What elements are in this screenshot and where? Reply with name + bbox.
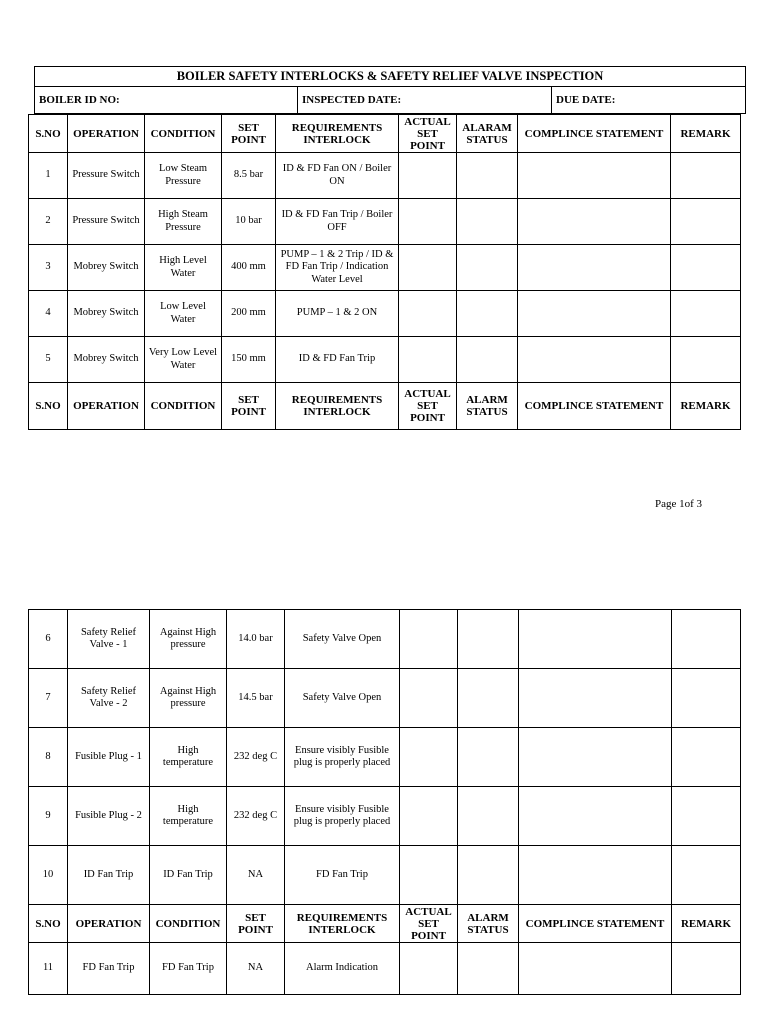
compliance-statement-cell <box>518 153 671 199</box>
header-actual: ACTUAL SET POINT <box>400 905 458 943</box>
operation-cell: Pressure Switch <box>68 199 145 245</box>
remark-cell <box>672 943 741 995</box>
requirement-cell: Alarm Indication <box>285 943 400 995</box>
condition-cell: High temperature <box>150 728 227 787</box>
table-row <box>29 610 741 669</box>
condition-cell: High temperature <box>150 787 227 846</box>
actual-set-point-cell <box>399 337 457 383</box>
sno-cell: 3 <box>29 245 68 291</box>
sno-cell: 11 <box>29 943 68 995</box>
header-set-point: SET POINT <box>222 383 276 430</box>
remark-cell <box>671 153 741 199</box>
condition-cell: ID Fan Trip <box>150 846 227 905</box>
actual-set-point-cell <box>400 728 458 787</box>
header-row <box>29 115 741 153</box>
alarm-status-cell <box>457 199 518 245</box>
header-operation: OPERATION <box>68 383 145 430</box>
requirement-cell: Ensure visibly Fusible plug is properly placed <box>285 787 400 846</box>
table-row <box>29 337 741 383</box>
table-row <box>29 199 741 245</box>
alarm-status-cell <box>457 337 518 383</box>
header-compliance: COMPLINCE STATEMENT <box>518 383 671 430</box>
remark-cell <box>672 787 741 846</box>
set-point-cell: 232 deg C <box>227 728 285 787</box>
header-actual: ACTUAL SET POINT <box>399 115 457 153</box>
header-operation: OPERATION <box>68 115 145 153</box>
header-remark: REMARK <box>671 383 741 430</box>
condition-cell: FD Fan Trip <box>150 943 227 995</box>
actual-set-point-cell <box>400 669 458 728</box>
inspection-table-page-2 <box>28 609 741 995</box>
requirement-cell: Safety Valve Open <box>285 610 400 669</box>
compliance-statement-cell <box>518 199 671 245</box>
alarm-status-cell <box>458 846 519 905</box>
requirement-cell: FD Fan Trip <box>285 846 400 905</box>
header-alarm-status: ALARM STATUS <box>457 383 518 430</box>
remark-cell <box>671 199 741 245</box>
condition-cell: Very Low Level Water <box>145 337 222 383</box>
actual-set-point-cell <box>400 846 458 905</box>
alarm-status-cell <box>457 291 518 337</box>
requirement-cell: Safety Valve Open <box>285 669 400 728</box>
header-compliance: COMPLINCE STATEMENT <box>519 905 672 943</box>
alarm-status-cell <box>457 153 518 199</box>
requirement-cell: ID & FD Fan ON / Boiler ON <box>276 153 399 199</box>
set-point-cell: 14.0 bar <box>227 610 285 669</box>
operation-cell: Safety Relief Valve - 2 <box>68 669 150 728</box>
set-point-cell: 200 mm <box>222 291 276 337</box>
header-sno: S.NO <box>29 383 68 430</box>
operation-cell: Mobrey Switch <box>68 245 145 291</box>
boiler-id-label: BOILER ID NO: <box>35 87 298 114</box>
header-condition: CONDITION <box>145 383 222 430</box>
compliance-statement-cell <box>518 245 671 291</box>
header-sno: S.NO <box>29 905 68 943</box>
header-requirements: REQUIREMENTS INTERLOCK <box>276 383 399 430</box>
set-point-cell: 150 mm <box>222 337 276 383</box>
header-condition: CONDITION <box>150 905 227 943</box>
document-title: BOILER SAFETY INTERLOCKS & SAFETY RELIEF VALVE INSPECTION <box>35 67 746 87</box>
remark-cell <box>672 846 741 905</box>
remark-cell <box>671 291 741 337</box>
actual-set-point-cell <box>399 245 457 291</box>
actual-set-point-cell <box>399 199 457 245</box>
sno-cell: 9 <box>29 787 68 846</box>
operation-cell: Fusible Plug - 2 <box>68 787 150 846</box>
table-row <box>29 787 741 846</box>
requirement-cell: PUMP – 1 & 2 ON <box>276 291 399 337</box>
title-table <box>34 66 746 114</box>
set-point-cell: NA <box>227 943 285 995</box>
alarm-status-cell <box>458 610 519 669</box>
condition-cell: Low Level Water <box>145 291 222 337</box>
inspected-date-label: INSPECTED DATE: <box>298 87 552 114</box>
operation-cell: Pressure Switch <box>68 153 145 199</box>
actual-set-point-cell <box>399 291 457 337</box>
sno-cell: 6 <box>29 610 68 669</box>
sno-cell: 4 <box>29 291 68 337</box>
due-date-label: DUE DATE: <box>552 87 746 114</box>
header-condition: CONDITION <box>145 115 222 153</box>
compliance-statement-cell <box>519 846 672 905</box>
actual-set-point-cell <box>400 610 458 669</box>
header-remark: REMARK <box>672 905 741 943</box>
compliance-statement-cell <box>519 787 672 846</box>
page-number: Page 1of 3 <box>655 498 703 510</box>
alarm-status-cell <box>458 943 519 995</box>
set-point-cell: 10 bar <box>222 199 276 245</box>
header-requirements: REQUIREMENTS INTERLOCK <box>276 115 399 153</box>
header-set-point: SET POINT <box>222 115 276 153</box>
header-requirements: REQUIREMENTS INTERLOCK <box>285 905 400 943</box>
set-point-cell: NA <box>227 846 285 905</box>
sno-cell: 10 <box>29 846 68 905</box>
sno-cell: 7 <box>29 669 68 728</box>
requirement-cell: ID & FD Fan Trip / Boiler OFF <box>276 199 399 245</box>
table-row <box>29 153 741 199</box>
sno-cell: 1 <box>29 153 68 199</box>
condition-cell: Against High pressure <box>150 669 227 728</box>
set-point-cell: 400 mm <box>222 245 276 291</box>
header-alarm-status: ALARM STATUS <box>458 905 519 943</box>
compliance-statement-cell <box>518 337 671 383</box>
table-row <box>29 846 741 905</box>
table-row <box>29 728 741 787</box>
header-alarm-status: ALARAM STATUS <box>457 115 518 153</box>
set-point-cell: 8.5 bar <box>222 153 276 199</box>
remark-cell <box>672 728 741 787</box>
requirement-cell: PUMP – 1 & 2 Trip / ID & FD Fan Trip / Indication Water Level <box>276 245 399 291</box>
sno-cell: 5 <box>29 337 68 383</box>
operation-cell: Fusible Plug - 1 <box>68 728 150 787</box>
header-actual: ACTUAL SET POINT <box>399 383 457 430</box>
actual-set-point-cell <box>399 153 457 199</box>
operation-cell: ID Fan Trip <box>68 846 150 905</box>
compliance-statement-cell <box>519 728 672 787</box>
table-row <box>29 943 741 995</box>
remark-cell <box>671 337 741 383</box>
header-set-point: SET POINT <box>227 905 285 943</box>
header-remark: REMARK <box>671 115 741 153</box>
header-row-repeat <box>29 383 741 430</box>
compliance-statement-cell <box>519 669 672 728</box>
condition-cell: High Level Water <box>145 245 222 291</box>
header-sno: S.NO <box>29 115 68 153</box>
alarm-status-cell <box>458 669 519 728</box>
header-operation: OPERATION <box>68 905 150 943</box>
header-compliance: COMPLINCE STATEMENT <box>518 115 671 153</box>
requirement-cell: Ensure visibly Fusible plug is properly placed <box>285 728 400 787</box>
actual-set-point-cell <box>400 787 458 846</box>
operation-cell: Mobrey Switch <box>68 291 145 337</box>
operation-cell: Safety Relief Valve - 1 <box>68 610 150 669</box>
remark-cell <box>672 610 741 669</box>
condition-cell: High Steam Pressure <box>145 199 222 245</box>
alarm-status-cell <box>458 728 519 787</box>
sno-cell: 2 <box>29 199 68 245</box>
sno-cell: 8 <box>29 728 68 787</box>
remark-cell <box>672 669 741 728</box>
condition-cell: Against High pressure <box>150 610 227 669</box>
actual-set-point-cell <box>400 943 458 995</box>
condition-cell: Low Steam Pressure <box>145 153 222 199</box>
remark-cell <box>671 245 741 291</box>
compliance-statement-cell <box>519 610 672 669</box>
compliance-statement-cell <box>519 943 672 995</box>
table-row <box>29 245 741 291</box>
alarm-status-cell <box>457 245 518 291</box>
table-row <box>29 669 741 728</box>
requirement-cell: ID & FD Fan Trip <box>276 337 399 383</box>
inspection-table-page-1 <box>28 114 741 430</box>
set-point-cell: 14.5 bar <box>227 669 285 728</box>
compliance-statement-cell <box>518 291 671 337</box>
alarm-status-cell <box>458 787 519 846</box>
operation-cell: FD Fan Trip <box>68 943 150 995</box>
table-row <box>29 291 741 337</box>
set-point-cell: 232 deg C <box>227 787 285 846</box>
header-row-page-2 <box>29 905 741 943</box>
operation-cell: Mobrey Switch <box>68 337 145 383</box>
